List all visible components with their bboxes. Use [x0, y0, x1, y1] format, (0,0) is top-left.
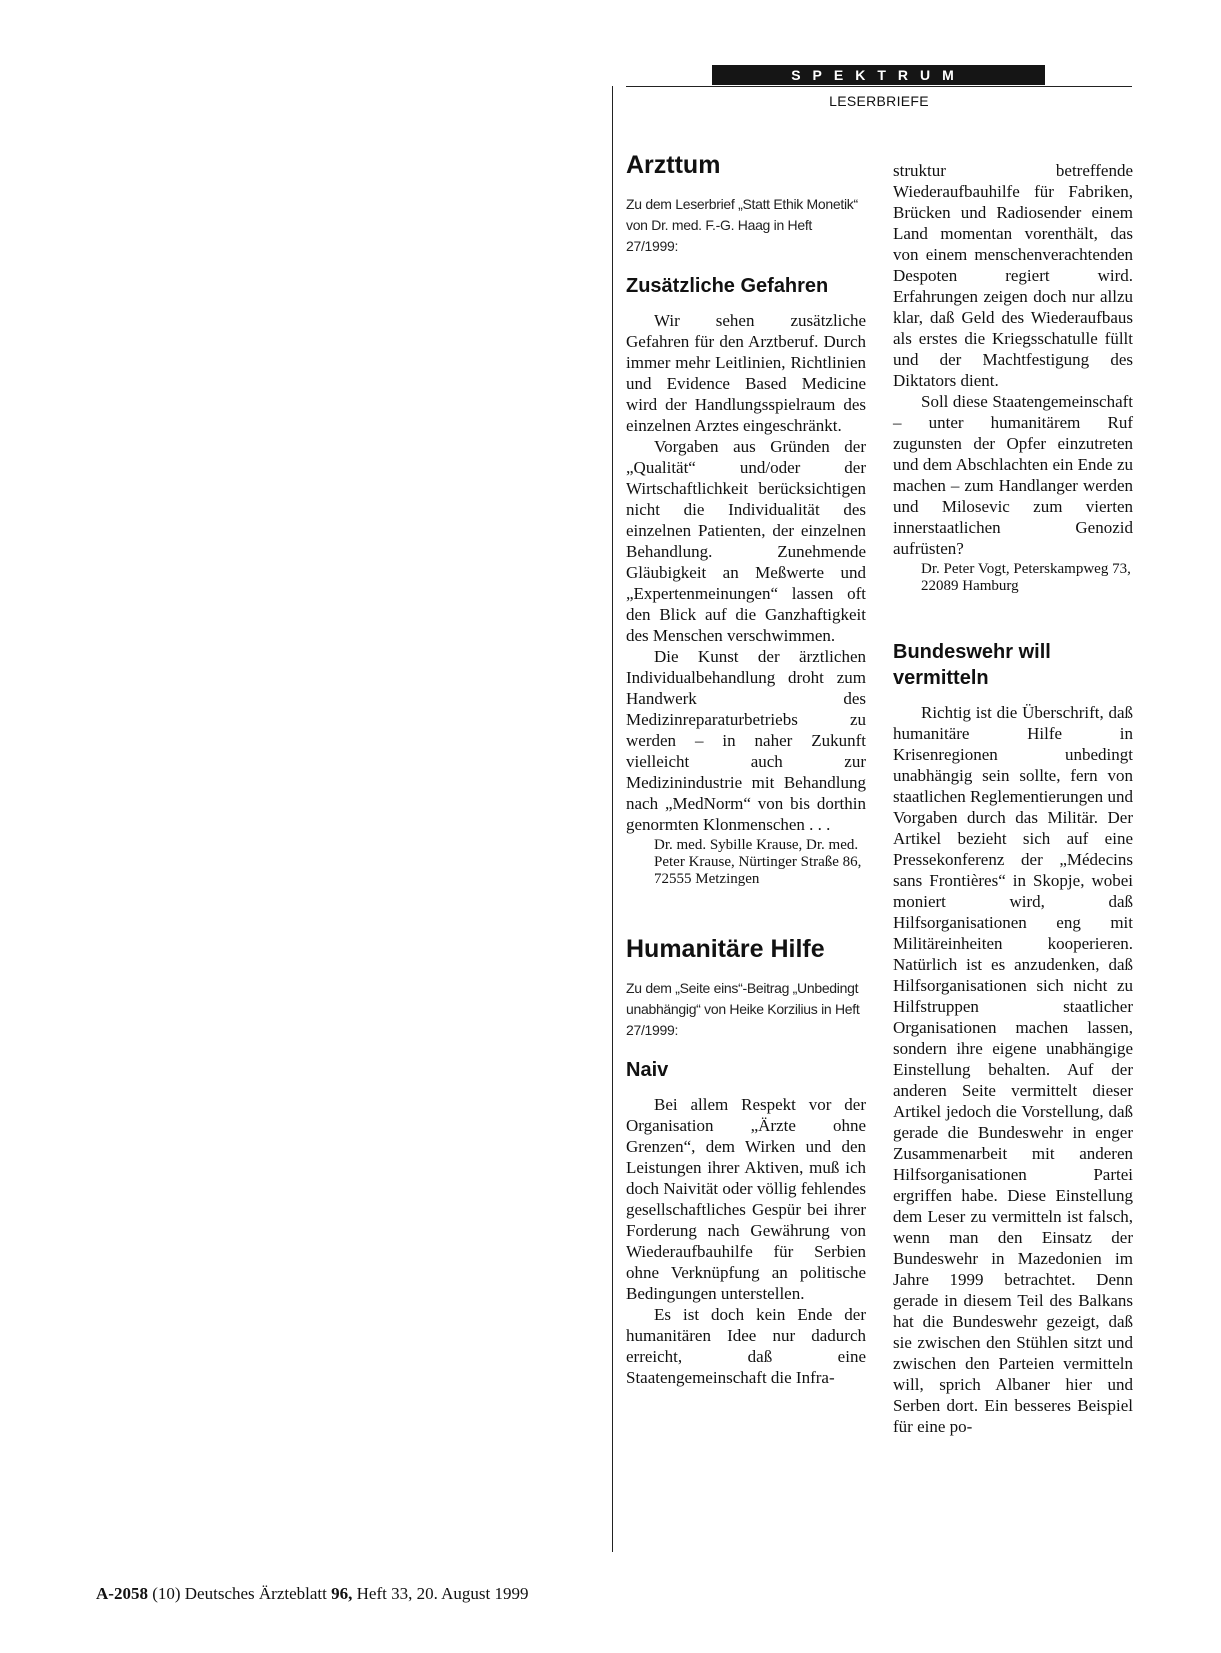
letter-headline: Zusätzliche Gefahren	[626, 275, 829, 297]
header-rule	[626, 86, 1132, 87]
article-intro: Zu dem „Seite eins“-Beitrag „Unbedingt unabhängig“ von Heike Korzilius in Heft 27/1999:	[626, 980, 860, 1038]
column-left	[626, 150, 866, 1388]
spacer	[626, 888, 866, 934]
letter-paragraph: Wir sehen zusätzliche Gefahren für den Arztberuf. Durch immer mehr Leitlinien, Richtlinien und Evidence Based Medicine wird der Handlungsspielraum des einzelnen Arztes eingeschränkt.	[626, 311, 866, 435]
section-label: LESERBRIEFE	[829, 93, 929, 109]
letter-paragraph: Die Kunst der ärztlichen Individualbehandlung droht zum Handwerk des Medizinreparaturbetriebs zu werden – in naher Zukunft vielleicht auch zur Medizinindustrie mit Behandlung nach „MedNorm“ von bis dorthin genormten Klonmenschen . . .	[626, 647, 866, 834]
letter-signature: Dr. med. Sybille Krause, Dr. med. Peter Krause, Nürtinger Straße 86, 72555 Metzingen	[654, 837, 862, 887]
letter-paragraph-continued: struktur betreffende Wiederaufbauhilfe für Fabriken, Brücken und Radiosender einem Land momentan vorenthält, das von einem menschenverachtenden Despoten regiert wird. Erfahrungen zeigen doch nur allzu klar, daß Geld des Wiederaufbaus als erstes die Kriegsschatulle füllt und der Machtfestigung des Diktators dient.	[893, 161, 1133, 390]
letter-paragraph: Vorgaben aus Gründen der „Qualität“ und/oder der Wirtschaftlichkeit berücksichtigen nicht die Individualität des einzelnen Patienten, der einzelnen Behandlung. Zunehmende Gläubigkeit an Meßwerte und „Expertenmeinungen“ lassen oft den Blick auf die Ganzhaftigkeit des Menschen verschwimmen.	[626, 437, 866, 645]
page-number: (10)	[152, 1584, 181, 1603]
spacer	[893, 595, 1133, 639]
letter-paragraph: Richtig ist die Überschrift, daß humanitäre Hilfe in Krisenregionen unbedingt unabhängig sein sollte, fern von staatlichen Reglementierungen und Vorgaben durch das Militär. Der Artikel bezieht sich auf eine Pressekonferenz der „Médecins sans Frontières“ in Skopje, wobei moniert wird, daß Hilfsorganisationen eng mit Militäreinheiten kooperieren. Natürlich ist es anzudenken, daß Hilfsorganisationen sich nicht zu Hilfstruppen staatlicher Organisationen machen lassen, sondern ihre eigene unabhängige Einstellung behalten. Auf der anderen Seite vermittelt dieser Artikel jedoch die Vorstellung, daß gerade die Bundeswehr in enger Zusammenarbeit mit anderen Hilfsorganisationen Partei ergriffen habe. Diese Einstellung dem Leser zu vermitteln ist falsch, wenn man den Einsatz der Bundeswehr in Mazedonien im Jahre 1999 betrachtet. Denn gerade in diesem Teil des Balkans hat die Bundeswehr gezeigt, daß sie zwischen den Stühlen sitzt und zwischen den Parteien vermitteln will, sprich Albaner hier und Serben dort. Ein besseres Beispiel für eine po-	[893, 703, 1133, 1436]
page-footer	[96, 1583, 529, 1605]
issue-info: Heft 33, 20. August 1999	[356, 1584, 529, 1603]
letter-paragraph: Es ist doch kein Ende der humanitären Idee nur dadurch erreicht, daß eine Staatengemeinschaft die Infra-	[626, 1305, 866, 1387]
column-right	[893, 160, 1133, 1437]
article-title: Humanitäre Hilfe	[626, 935, 825, 963]
letter-paragraph: Soll diese Staatengemeinschaft – unter humanitärem Ruf zugunsten der Opfer einzutreten und dem Abschlachten ein Ende zu machen – zum Handlanger werden und Milosevic zum vierten innerstaatlichen Genozid aufrüsten?	[893, 392, 1133, 558]
letter-paragraph: Bei allem Respekt vor der Organisation „Ärzte ohne Grenzen“, dem Wirken und den Leistungen ihrer Aktiven, muß ich doch Naivität oder völlig fehlendes gesellschaftliches Gespür bei ihrer Forderung nach Gewährung von Wiederaufbauhilfe für Serbien ohne Verknüpfung an politische Bedingungen unterstellen.	[626, 1095, 866, 1303]
page-id: A-2058	[96, 1584, 148, 1603]
journal-volume: 96,	[331, 1584, 353, 1603]
article-intro: Zu dem Leserbrief „Statt Ethik Monetik“ von Dr. med. F.-G. Haag in Heft 27/1999:	[626, 196, 858, 254]
article-title: Arzttum	[626, 151, 721, 179]
journal-name: Deutsches Ärzteblatt	[184, 1584, 327, 1603]
column-rule	[612, 86, 613, 1552]
letter-headline: Bundeswehr will vermitteln	[893, 641, 1051, 689]
letter-headline: Naiv	[626, 1059, 669, 1081]
letter-signature: Dr. Peter Vogt, Peterskampweg 73, 22089 Hamburg	[921, 561, 1131, 594]
section-banner: SPEKTRUM	[712, 65, 1045, 85]
